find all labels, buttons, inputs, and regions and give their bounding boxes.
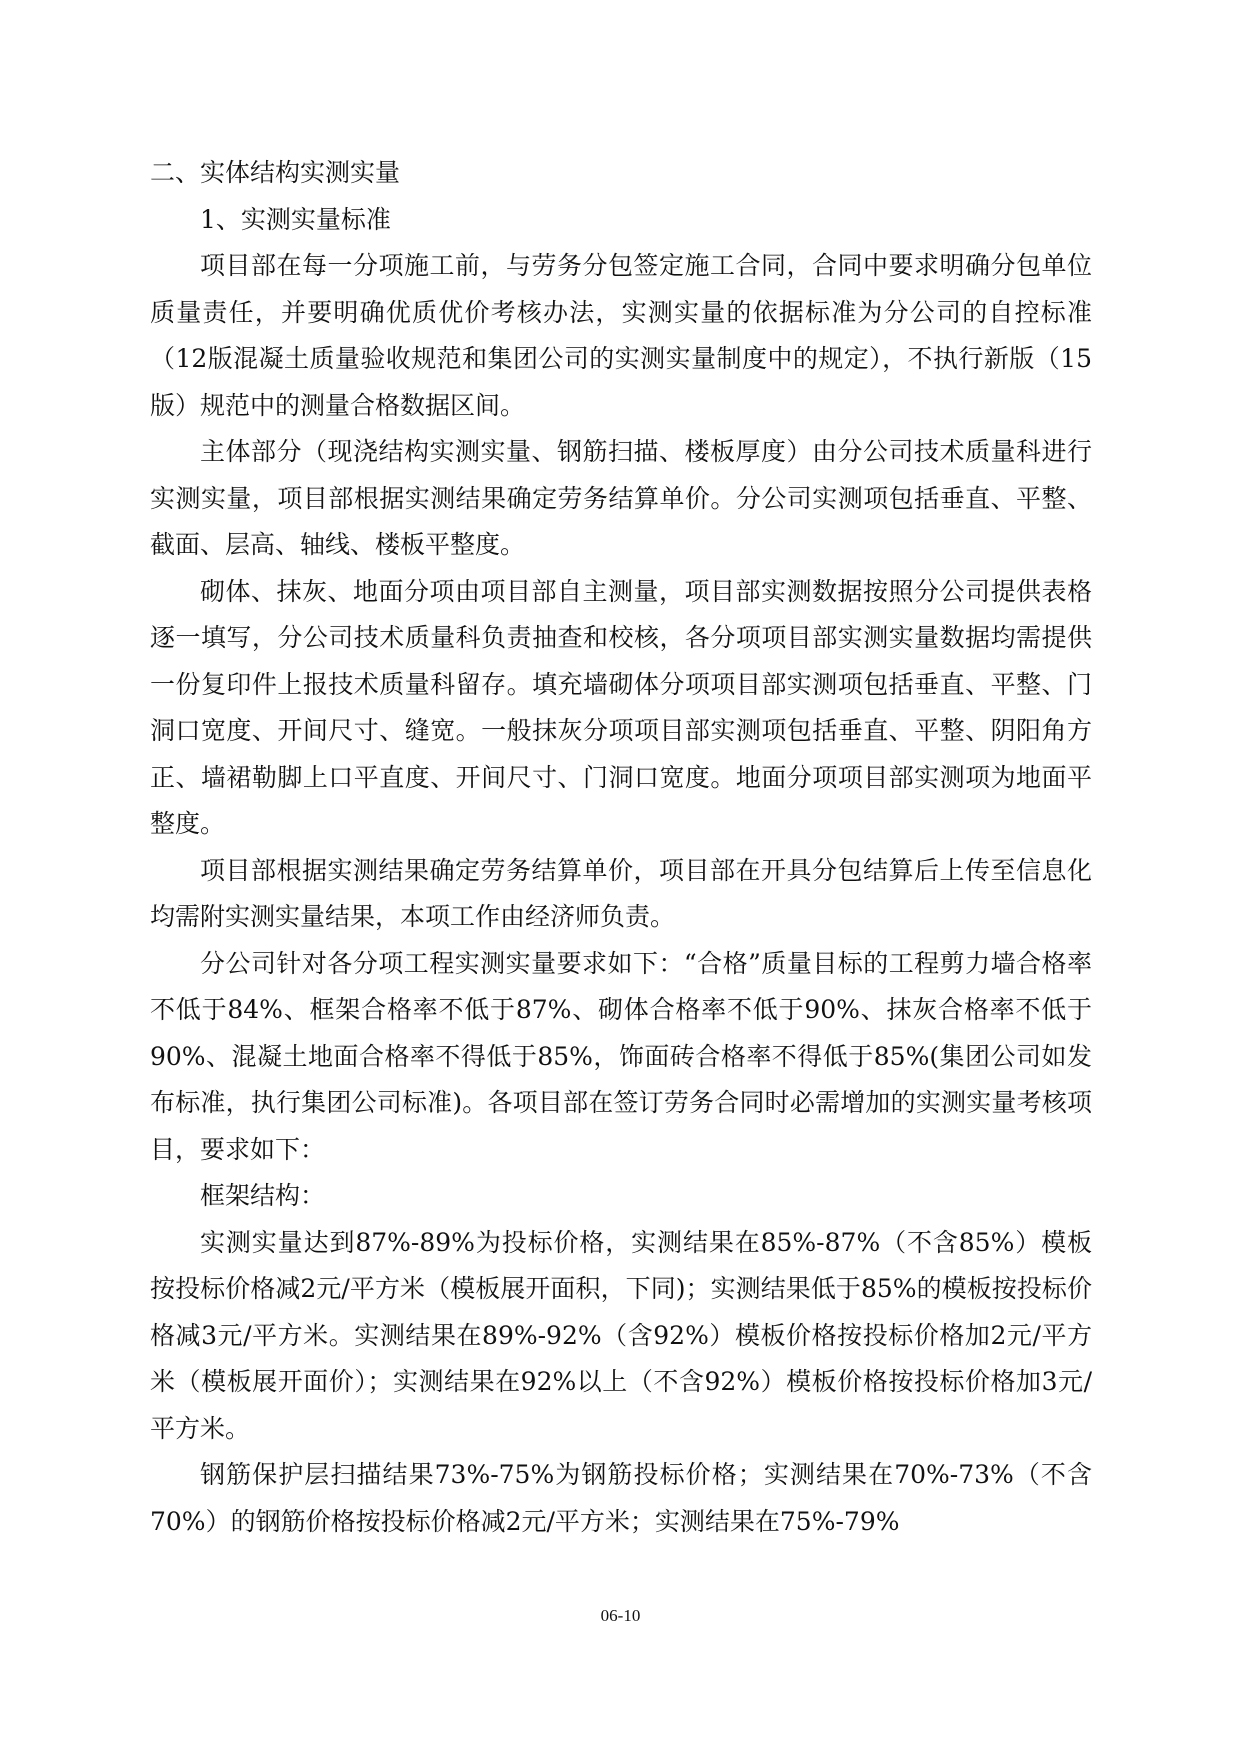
page-number: 06-10 — [600, 1606, 641, 1625]
paragraph-pass-rates: 分公司针对各分项工程实测实量要求如下：“合格”质量目标的工程剪力墙合格率不低于84%、框架合格率不低于87%、砌体合格率不低于90%、抹灰合格率不低于90%、混凝土地面合格率不得低于85%，饰面砖合格率不得低于85%(集团公司如发布标准，执行集团公司标准)。各项目部在签订劳务合同时必需增加的实测实量考核项目，要求如下： — [150, 948, 1092, 1164]
paragraph-main-structure: 主体部分（现浇结构实测实量、钢筋扫描、楼板厚度）由分公司技术质量科进行实测实量，项目部根据实测结果确定劳务结算单价。分公司实测项包括垂直、平整、截面、层高、轴线、楼板平整度。 — [150, 437, 1092, 559]
subsection-heading: 1、实测实量标准 — [200, 204, 391, 234]
document-body — [150, 150, 1092, 1545]
paragraph-masonry-plaster-floor: 砌体、抹灰、地面分项由项目部自主测量，项目部实测数据按照分公司提供表格逐一填写，分公司技术质量科负责抽查和校核，各分项项目部实测实量数据均需提供一份复印件上报技术质量科留存。填充墙砌体分项项目部实测项包括垂直、平整、门洞口宽度、开间尺寸、缝宽。一般抹灰分项项目部实测项包括垂直、平整、阴阳角方正、墙裙勒脚上口平直度、开间尺寸、门洞口宽度。地面分项项目部实测项为地面平整度。 — [150, 576, 1092, 838]
paragraph-contract-requirements: 项目部在每一分项施工前，与劳务分包签定施工合同，合同中要求明确分包单位质量责任，并要明确优质优价考核办法，实测实量的依据标准为分公司的自控标准（12版混凝土质量验收规范和集团公司的实测实量制度中的规定），不执行新版（15版）规范中的测量合格数据区间。 — [150, 251, 1092, 420]
section-heading: 二、实体结构实测实量 — [150, 158, 401, 187]
paragraph-formwork-pricing: 实测实量达到87%-89%为投标价格，实测结果在85%-87%（不含85%）模板按投标价格减2元/平方米（模板展开面积，下同)；实测结果低于85%的模板按投标价格减3元/平方米。实测结果在89%-92%（含92%）模板价格按投标价格加2元/平方米（模板展开面价）；实测结果在92%以上（不含92%）模板价格按投标价格加3元/平方米。 — [150, 1227, 1092, 1443]
paragraph-rebar-pricing: 钢筋保护层扫描结果73%-75%为钢筋投标价格；实测结果在70%-73%（不含70%）的钢筋价格按投标价格减2元/平方米；实测结果在75%-79% — [150, 1460, 1092, 1536]
paragraph-frame-structure-label: 框架结构： — [200, 1181, 326, 1210]
paragraph-settlement: 项目部根据实测结果确定劳务结算单价，项目部在开具分包结算后上传至信息化均需附实测实量结果，本项工作由经济师负责。 — [150, 855, 1092, 931]
